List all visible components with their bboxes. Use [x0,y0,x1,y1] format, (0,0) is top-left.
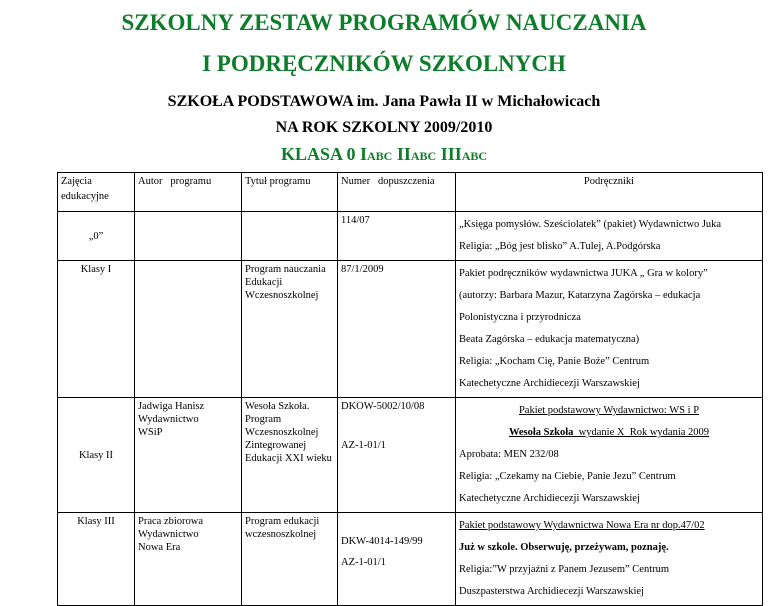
textbook-line: Religia: „Kocham Cię, Panie Boże” Centrum [459,356,650,367]
table-cell [456,513,763,606]
textbook-line: Katechetyczne Archidiecezji Warszawskiej [459,378,640,389]
class-i-suffix: ABC [366,149,393,163]
class-iii: III [440,144,462,164]
table-row [58,398,763,513]
table-cell [135,212,242,261]
approval-number: AZ-1-01/1 [341,557,386,568]
header-numer: Numer dopuszczenia [338,173,456,212]
program-line: Edukacji [245,277,283,288]
header-zajecia [58,173,135,212]
table-cell [242,513,338,606]
table-row [58,261,763,398]
table-cell [242,212,338,261]
program-line: Zintegrowanej [245,440,307,451]
author-line: Praca zbiorowa [138,516,204,527]
table-cell [456,212,763,261]
class-prefix: KLASA 0 [280,144,360,164]
row-label: Klasy III [58,513,135,606]
author-line: Jadwiga Hanisz [138,401,205,412]
class-iii-suffix: ABC [461,149,488,163]
table-cell [135,513,242,606]
table-cell [242,261,338,398]
program-line: wczesnoszkolnej [245,529,317,540]
textbook-line: (autorzy: Barbara Mazur, Katarzyna Zagórska – edukacja [459,290,701,301]
school-year: NA ROK SZKOLNY 2009/2010 [275,119,493,136]
approval-number: DKOW-5002/10/08 [341,401,425,412]
class-heading [0,144,768,165]
header-autor: Autor programu [135,173,242,212]
textbook-line [459,422,759,444]
program-line: Wczesnoszkolnej [245,427,319,438]
textbook-line: Religia: „Czekamy na Ciebie, Panie Jezu” Centrum [459,471,676,482]
approval-number: DKW-4014-149/99 [341,536,423,547]
table-cell [338,513,456,606]
row-label: Klasy I [58,261,135,398]
class-ii: II [396,144,411,164]
row-label: „0” [58,212,135,261]
textbook-line: Pakiet podręczników wydawnictwa JUKA „ Gra w kolory” [459,268,708,279]
curriculum-table [57,172,763,606]
table-cell [242,398,338,513]
program-line: Edukacji XXI wieku [245,453,332,464]
textbook-line: Polonistyczna i przyrodnicza [459,312,581,323]
textbook-line: „Księga pomysłów. Sześciolatek” (pakiet) Wydawnictwo Juka [459,219,722,230]
header-podreczniki: Podręczniki [456,173,763,212]
class-i: I [359,144,367,164]
textbook-title: Wesoła Szkoła [508,427,574,438]
textbook-line: Pakiet podstawowy Wydawnictwa Nowa Era nr dop.47/02 [459,520,705,531]
textbook-line: Religia: „Bóg jest blisko” A.Tulej, A.Podgórska [459,241,661,252]
textbook-line: Religia:”W przyjaźni z Panem Jezusem” Centrum [459,564,670,575]
table-row [58,513,763,606]
program-line: Wczesnoszkolnej [245,290,319,301]
author-line: Wydawnictwo [138,414,199,425]
textbook-line: Duszpasterstwa Archidiecezji Warszawskiej [459,586,644,597]
row-label: Klasy II [58,398,135,513]
textbook-line: Katechetyczne Archidiecezji Warszawskiej [459,493,640,504]
program-line: Program [245,414,282,425]
textbook-edition: wydanie X Rok wydania 2009 [573,427,710,438]
textbook-line: Aprobata: MEN 232/08 [459,449,559,460]
table-cell: 87/1/2009 [338,261,456,398]
header-edukacyjne-text: edukacyjne [61,191,109,202]
class-ii-suffix: ABC [410,149,437,163]
textbook-title: Już w szkole. Obserwuję, przeżywam, poznaję. [459,542,669,553]
table-row [58,212,763,261]
table-cell: 114/07 [338,212,456,261]
author-line: Wydawnictwo [138,529,199,540]
author-line: WSiP [138,427,163,438]
school-name: SZKOŁA PODSTAWOWA im. Jana Pawła II w Michałowicach [167,93,601,110]
program-line: Program edukacji [245,516,320,527]
header-tytul: Tytuł programu [242,173,338,212]
table-cell [456,398,763,513]
author-line: Nowa Era [138,542,181,553]
program-line: Wesoła Szkoła. [245,401,310,412]
table-cell [135,398,242,513]
textbook-line: Beata Zagórska – edukacja matematyczna) [459,334,640,345]
textbook-line: Pakiet podstawowy Wydawnictwo: WS i P [518,405,700,416]
table-cell [338,398,456,513]
approval-number: AZ-1-01/1 [341,440,386,451]
program-line: Program nauczania [245,264,326,275]
document-subtitle: I PODRĘCZNIKÓW SZKOLNYCH [202,51,566,76]
table-cell [135,261,242,398]
table-header-row [58,173,763,212]
document-title: SZKOLNY ZESTAW PROGRAMÓW NAUCZANIA [121,10,647,35]
header-zajecia-text: Zajęcia [61,176,92,187]
table-cell [456,261,763,398]
